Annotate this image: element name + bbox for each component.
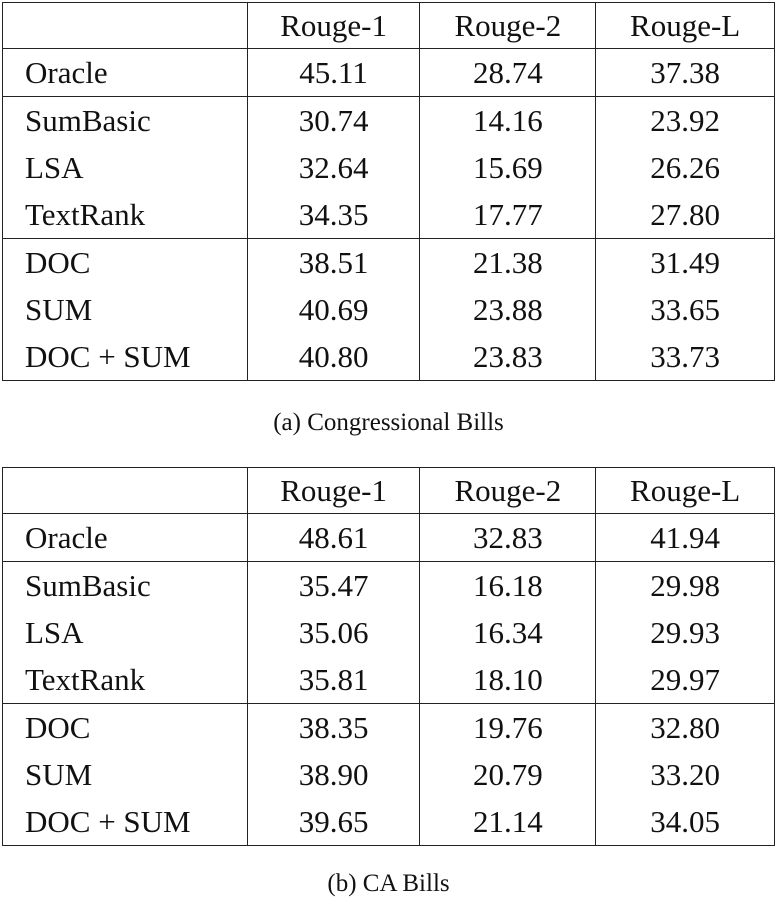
rouge-2-value: 21.38 — [420, 239, 596, 287]
rouge-1-value: 39.65 — [247, 798, 420, 846]
rouge-l-value: 29.98 — [596, 562, 775, 610]
rouge-1-value: 35.81 — [247, 656, 420, 704]
rouge-l-value: 33.20 — [596, 751, 775, 798]
rouge-1-value: 35.06 — [247, 609, 420, 656]
table-caption: (b) CA Bills — [327, 870, 450, 897]
header-empty — [3, 468, 248, 514]
rouge-l-value: 33.65 — [596, 286, 775, 333]
rouge-l-value: 37.38 — [596, 49, 775, 97]
rouge-l-value: 41.94 — [596, 514, 775, 562]
rouge-2-value: 19.76 — [420, 704, 596, 752]
method-name: Oracle — [3, 514, 248, 562]
header-empty — [3, 3, 248, 49]
rouge-l-value: 31.49 — [596, 239, 775, 287]
rouge-1-value: 30.74 — [247, 97, 420, 145]
rouge-l-value: 33.73 — [596, 333, 775, 381]
results-table-ca-bills — [2, 467, 775, 846]
table-row — [3, 144, 775, 191]
header-rouge-1: Rouge-1 — [247, 3, 420, 49]
table-header-row — [3, 468, 775, 514]
rouge-1-value: 35.47 — [247, 562, 420, 610]
method-name: DOC — [3, 704, 248, 752]
rouge-1-value: 38.35 — [247, 704, 420, 752]
rouge-2-value: 17.77 — [420, 191, 596, 239]
results-table-congressional-bills — [2, 2, 775, 381]
rouge-1-value: 48.61 — [247, 514, 420, 562]
rouge-2-value: 21.14 — [420, 798, 596, 846]
table-row — [3, 514, 775, 562]
table-row — [3, 333, 775, 381]
rouge-1-value: 40.69 — [247, 286, 420, 333]
method-name: SUM — [3, 751, 248, 798]
header-rouge-1: Rouge-1 — [247, 468, 420, 514]
table-header-row — [3, 3, 775, 49]
method-name: DOC + SUM — [3, 333, 248, 381]
method-name: SumBasic — [3, 562, 248, 610]
table-caption: (a) Congressional Bills — [273, 409, 504, 436]
table-row — [3, 49, 775, 97]
header-rouge-2: Rouge-2 — [420, 3, 596, 49]
method-name: DOC — [3, 239, 248, 287]
header-rouge-2: Rouge-2 — [420, 468, 596, 514]
rouge-1-value: 32.64 — [247, 144, 420, 191]
rouge-1-value: 38.51 — [247, 239, 420, 287]
table-row — [3, 656, 775, 704]
method-name: TextRank — [3, 191, 248, 239]
method-name: SumBasic — [3, 97, 248, 145]
rouge-2-value: 23.88 — [420, 286, 596, 333]
rouge-1-value: 38.90 — [247, 751, 420, 798]
rouge-l-value: 26.26 — [596, 144, 775, 191]
rouge-2-value: 20.79 — [420, 751, 596, 798]
method-name: LSA — [3, 144, 248, 191]
method-name: SUM — [3, 286, 248, 333]
table-row — [3, 704, 775, 752]
rouge-2-value: 14.16 — [420, 97, 596, 145]
method-name: TextRank — [3, 656, 248, 704]
rouge-2-value: 16.34 — [420, 609, 596, 656]
rouge-l-value: 23.92 — [596, 97, 775, 145]
header-rouge-l: Rouge-L — [596, 3, 775, 49]
table-row — [3, 239, 775, 287]
method-name: DOC + SUM — [3, 798, 248, 846]
method-name: Oracle — [3, 49, 248, 97]
table-row — [3, 798, 775, 846]
rouge-1-value: 45.11 — [247, 49, 420, 97]
rouge-1-value: 40.80 — [247, 333, 420, 381]
rouge-2-value: 18.10 — [420, 656, 596, 704]
table-row — [3, 286, 775, 333]
rouge-1-value: 34.35 — [247, 191, 420, 239]
rouge-l-value: 32.80 — [596, 704, 775, 752]
rouge-l-value: 29.93 — [596, 609, 775, 656]
rouge-l-value: 34.05 — [596, 798, 775, 846]
rouge-l-value: 27.80 — [596, 191, 775, 239]
table-row — [3, 751, 775, 798]
rouge-2-value: 15.69 — [420, 144, 596, 191]
header-rouge-l: Rouge-L — [596, 468, 775, 514]
rouge-2-value: 23.83 — [420, 333, 596, 381]
table-row — [3, 609, 775, 656]
rouge-l-value: 29.97 — [596, 656, 775, 704]
rouge-2-value: 32.83 — [420, 514, 596, 562]
rouge-2-value: 28.74 — [420, 49, 596, 97]
table-row — [3, 191, 775, 239]
method-name: LSA — [3, 609, 248, 656]
table-row — [3, 97, 775, 145]
rouge-2-value: 16.18 — [420, 562, 596, 610]
table-row — [3, 562, 775, 610]
